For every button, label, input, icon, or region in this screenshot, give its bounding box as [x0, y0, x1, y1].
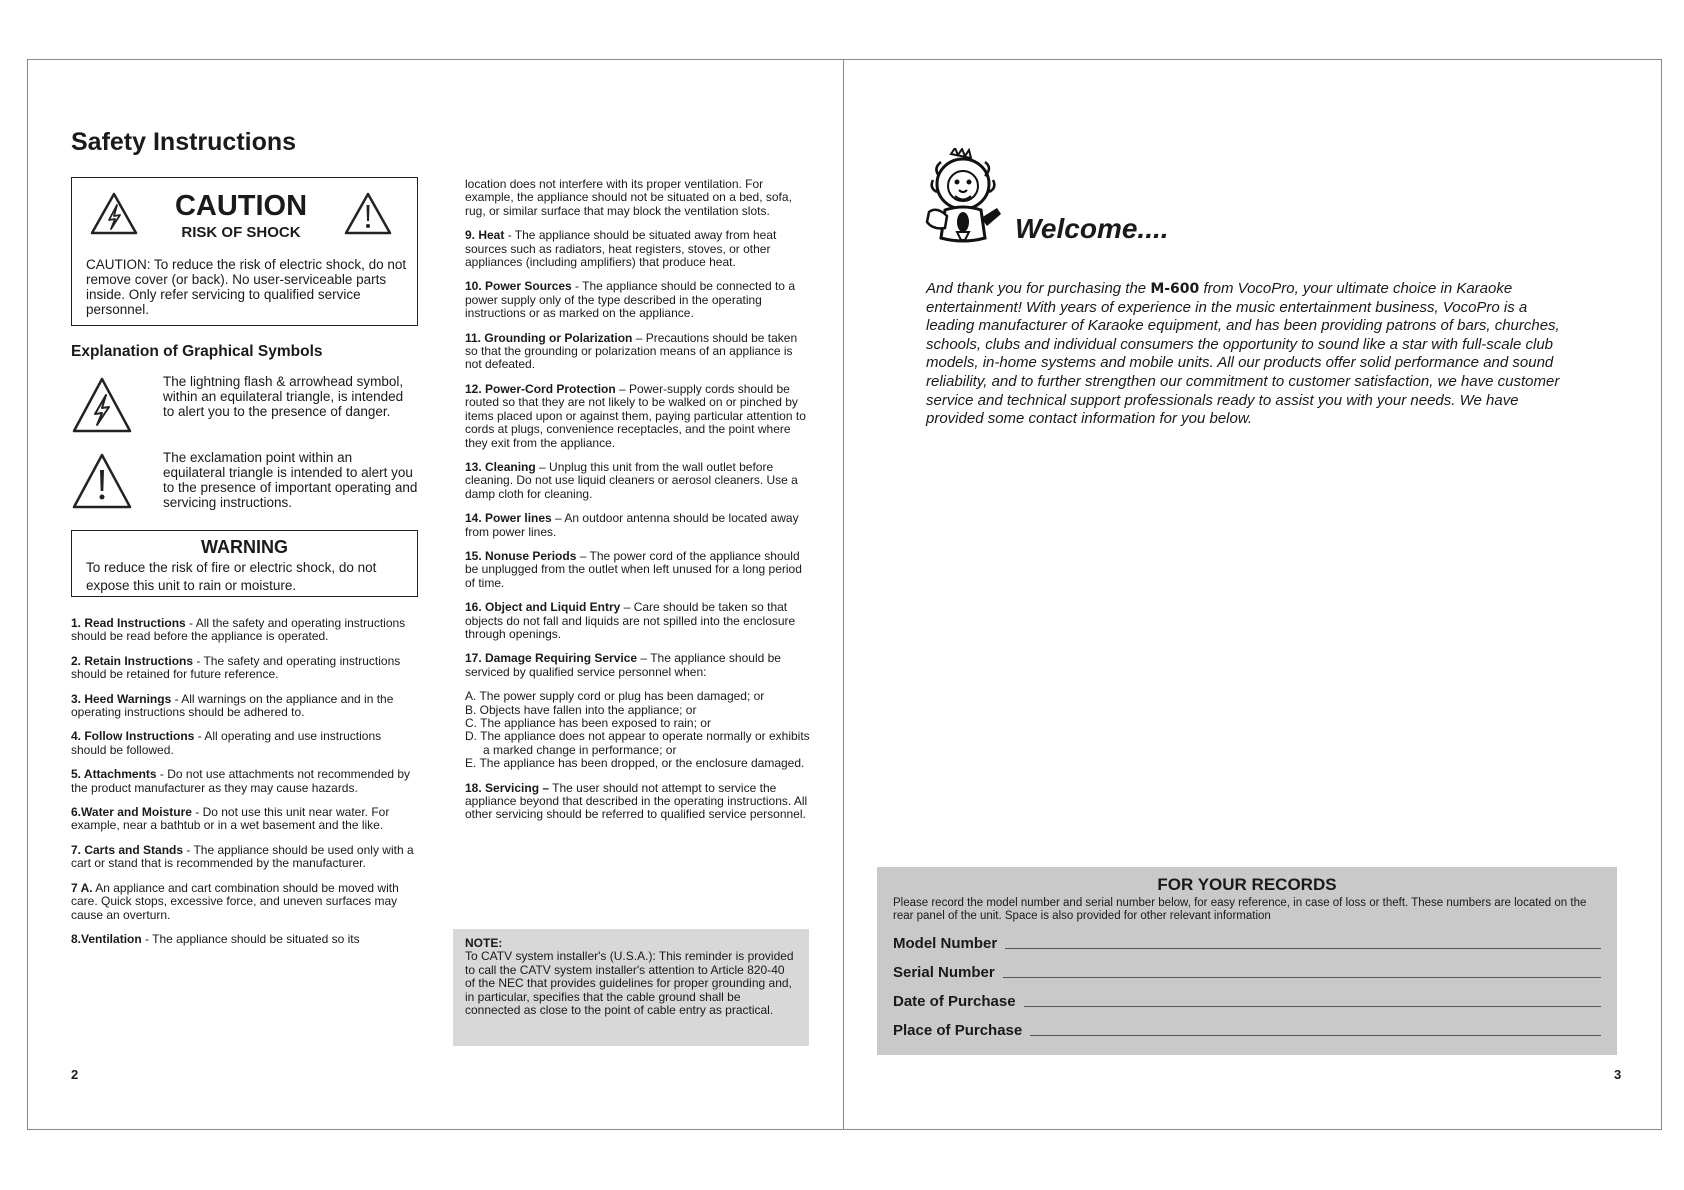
instruction-item: 18. Servicing – The user should not attempt to service the appliance beyond that described in the operating instructions. All other servicing should be referred to qualified service personnel.	[465, 780, 808, 822]
list-item: E. The appliance has been dropped, or the enclosure damaged.	[465, 756, 805, 771]
lightning-symbol-text: The lightning flash & arrowhead symbol, within an equilateral triangle, is intended to alert you to the presence of danger.	[163, 374, 404, 419]
page-title: Safety Instructions	[71, 128, 297, 156]
field-label: Serial Number	[893, 964, 995, 981]
instruction-item: 15. Nonuse Periods – The power cord of the appliance should be unplugged from the outlet when left unused for a long period of time.	[465, 548, 802, 590]
instruction-item: 7. Carts and Stands - The appliance should be used only with a cart or stand that is recommended by the manufacturer.	[71, 842, 414, 871]
field-label: Model Number	[893, 935, 998, 952]
page-divider	[843, 59, 844, 1130]
write-in-line	[1003, 976, 1601, 978]
warning-text: To reduce the risk of fire or electric shock, do not expose this unit to rain or moisture.	[86, 560, 377, 593]
instruction-item: 17. Damage Requiring Service – The appliance should be serviced by qualified service personnel when:	[465, 651, 781, 679]
caution-box	[71, 177, 418, 326]
instruction-item: 8.Ventilation - The appliance should be situated so its	[71, 931, 360, 946]
serial-number-field	[893, 963, 1601, 981]
welcome-intro: And thank you for purchasing the M-600 from VocoPro, your ultimate choice in Karaoke entertainment! With years of experience in the music entertainment business, VocoPro is a leading manufacturer of Karaoke equipment, and has been providing patrons of bars, churches, schools, clubs and individual consumers the opportunity to sound like a star with full-scale club models, in-home systems and mobile units. All our products offer solid performance and sound reliability, and to further strengthen our commitment to customer satisfaction, we have customer service and technical support professionals ready to assist you with your needs. We have provided some contact information for you below.	[926, 280, 1560, 428]
note-heading: NOTE:	[465, 936, 503, 950]
records-box	[877, 867, 1617, 1055]
caution-heading	[172, 190, 310, 241]
field-label: Date of Purchase	[893, 993, 1016, 1010]
warning-title: WARNING	[201, 537, 288, 557]
instruction-item: 3. Heed Warnings - All warnings on the appliance and in the operating instructions should be adhered to.	[71, 691, 394, 720]
field-label: Place of Purchase	[893, 1022, 1023, 1039]
model-name: M-600	[1150, 281, 1200, 297]
service-conditions-list	[465, 690, 810, 770]
instruction-item: 11. Grounding or Polarization – Precautions should be taken so that the grounding or polarization means of an appliance is not defeated.	[465, 330, 798, 372]
caution-title: CAUTION	[174, 190, 308, 222]
page-number-right: 3	[1614, 1067, 1622, 1082]
warning-box	[71, 530, 418, 597]
instruction-item: 14. Power lines – An outdoor antenna should be located away from power lines.	[465, 511, 799, 539]
write-in-line	[1030, 1034, 1601, 1036]
page-number-left: 2	[71, 1067, 79, 1082]
model-number-field	[893, 934, 1601, 952]
caution-subtitle: RISK OF SHOCK	[181, 224, 301, 241]
continuation-text: location does not interfere with its proper ventilation. For example, the appliance should not be situated on a bed, sofa, rug, or similar surface that may block the ventilation slots.	[465, 177, 792, 218]
lightning-triangle-icon	[71, 376, 133, 434]
exclamation-symbol-text: The exclamation point within an equilateral triangle is intended to alert you to the presence of important operating and servicing instructions.	[163, 450, 418, 510]
records-heading: FOR YOUR RECORDS	[1157, 875, 1337, 894]
instruction-item: 12. Power-Cord Protection – Power-supply cords should be routed so that they are not likely to be walked on or pinched by items placed upon or against them, paying particular attention to cords at plugs, convenience receptacles, and the point where they exit from the appliance.	[465, 381, 806, 450]
welcome-heading: Welcome....	[1015, 213, 1169, 244]
instruction-item: 4. Follow Instructions - All operating and use instructions should be followed.	[71, 729, 382, 757]
instruction-item: 5. Attachments - Do not use attachments not recommended by the product manufacturer as they may cause hazards.	[71, 767, 411, 795]
write-in-line	[1024, 1005, 1601, 1007]
catv-note-box	[453, 929, 809, 1046]
caution-text: CAUTION: To reduce the risk of electric shock, do not remove cover (or back). No user-serviceable parts inside. Only refer servicing to qualified service personnel.	[86, 257, 407, 317]
list-item: B. Objects have fallen into the appliance; or	[465, 702, 697, 717]
symbols-heading: Explanation of Graphical Symbols	[71, 343, 323, 360]
instruction-item: 7 A. An appliance and cart combination should be moved with care. Quick stops, excessive force, and uneven surfaces may cause an overturn.	[71, 880, 399, 922]
list-item: A. The power supply cord or plug has been damaged; or	[465, 689, 765, 704]
instruction-item: 2. Retain Instructions - The safety and operating instructions should be retained for future reference.	[71, 653, 401, 682]
lightning-triangle-icon	[90, 192, 138, 236]
note-text: To CATV system installer's (U.S.A.): This reminder is provided to call the CATV system installer's attention to Article 820-40 of the NEC that provides guidelines for proper grounding and, in particular, specifies that the cable ground shall be connected as close to the point of cable entry as practical.	[465, 949, 794, 1018]
instruction-item: 1. Read Instructions - All the safety and operating instructions should be read before the appliance is operated.	[71, 616, 406, 644]
records-description: Please record the model number and serial number below, for easy reference, in case of loss or theft. These numbers are located on the rear panel of the unit. Space is also provided for other relevant information	[893, 897, 1587, 922]
instruction-item: 16. Object and Liquid Entry – Care should be taken so that objects do not fall and liquids are not spilled into the enclosure through openings.	[465, 600, 796, 641]
instruction-item: 6.Water and Moisture - Do not use this unit near water. For example, near a bathtub or in a wet basement and the like.	[71, 805, 390, 833]
exclamation-triangle-icon	[71, 452, 133, 510]
instruction-item: 13. Cleaning – Unplug this unit from the wall outlet before cleaning. Do not use liquid cleaners or aerosol cleaners. Use a damp cloth for cleaning.	[465, 459, 798, 501]
lion-mascot-icon	[921, 148, 1004, 248]
date-of-purchase-field	[893, 992, 1601, 1010]
exclamation-triangle-icon	[344, 192, 392, 236]
place-of-purchase-field	[893, 1021, 1601, 1039]
instructions-column-1	[71, 617, 416, 957]
instructions-column-2	[465, 178, 810, 833]
instruction-item: 9. Heat - The appliance should be situated away from heat sources such as radiators, heat registers, stoves, or other appliances (including amplifiers) that produce heat.	[465, 228, 777, 270]
write-in-line	[1005, 947, 1601, 949]
list-item: D. The appliance does not appear to operate normally or exhibits a marked change in performance; or	[465, 729, 810, 757]
list-item: C. The appliance has been exposed to rain; or	[465, 716, 711, 730]
instruction-item: 10. Power Sources - The appliance should be connected to a power supply only of the type described in the operating instructions or as marked on the appliance.	[465, 279, 795, 321]
